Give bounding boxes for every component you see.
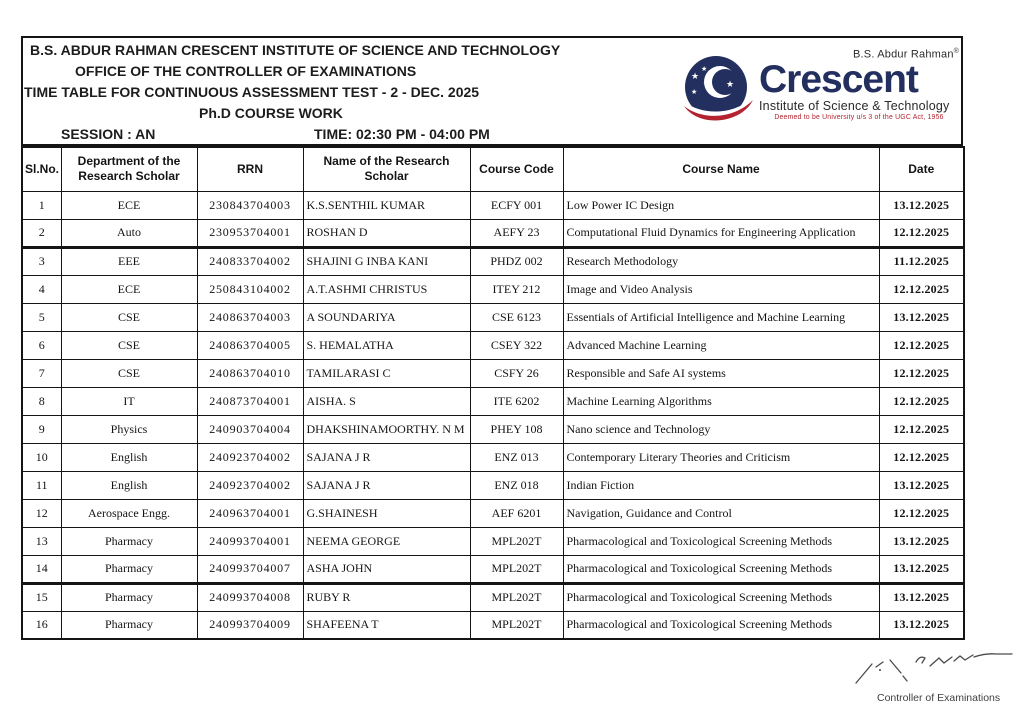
table-row bbox=[22, 443, 964, 471]
cell-dept: ECE bbox=[61, 191, 197, 219]
office-title: OFFICE OF THE CONTROLLER OF EXAMINATIONS bbox=[75, 63, 417, 79]
cell-name: K.S.SENTHIL KUMAR bbox=[303, 191, 470, 219]
timetable-body bbox=[22, 191, 964, 639]
cell-date: 12.12.2025 bbox=[879, 359, 964, 387]
cell-rrn: 240993704009 bbox=[197, 611, 303, 639]
svg-text:★: ★ bbox=[703, 80, 710, 88]
table-row bbox=[22, 555, 964, 583]
cell-dept: Pharmacy bbox=[61, 583, 197, 611]
cell-dept: Auto bbox=[61, 219, 197, 247]
cell-no: 5 bbox=[22, 303, 61, 331]
cell-date: 13.12.2025 bbox=[879, 583, 964, 611]
cell-rrn: 240923704002 bbox=[197, 471, 303, 499]
cell-dept: Pharmacy bbox=[61, 527, 197, 555]
cell-dept: Pharmacy bbox=[61, 611, 197, 639]
registered-mark: ® bbox=[953, 48, 959, 55]
cell-course: Advanced Machine Learning bbox=[563, 331, 879, 359]
table-row bbox=[22, 275, 964, 303]
cell-code: ENZ 013 bbox=[470, 443, 563, 471]
cell-rrn: 240923704002 bbox=[197, 443, 303, 471]
svg-text:★: ★ bbox=[701, 65, 708, 73]
cell-rrn: 240963704001 bbox=[197, 499, 303, 527]
cell-name: TAMILARASI C bbox=[303, 359, 470, 387]
table-row bbox=[22, 611, 964, 639]
logo-tagline: Institute of Science & Technology bbox=[759, 98, 950, 113]
cell-code: ENZ 018 bbox=[470, 471, 563, 499]
cell-code: MPL202T bbox=[470, 555, 563, 583]
cell-course: Research Methodology bbox=[563, 247, 879, 275]
cell-no: 1 bbox=[22, 191, 61, 219]
signature-scribble-icon bbox=[848, 650, 1018, 690]
cell-no: 11 bbox=[22, 471, 61, 499]
col-header-slno: Sl.No. bbox=[22, 147, 61, 191]
document-header bbox=[21, 36, 963, 146]
cell-name: AISHA. S bbox=[303, 387, 470, 415]
cell-code: CSEY 322 bbox=[470, 331, 563, 359]
table-row bbox=[22, 247, 964, 275]
table-row bbox=[22, 499, 964, 527]
cell-rrn: 240993704007 bbox=[197, 555, 303, 583]
cell-dept: EEE bbox=[61, 247, 197, 275]
table-row bbox=[22, 471, 964, 499]
cell-rrn: 240863704003 bbox=[197, 303, 303, 331]
cell-name: G.SHAINESH bbox=[303, 499, 470, 527]
cell-course: Responsible and Safe AI systems bbox=[563, 359, 879, 387]
cell-date: 12.12.2025 bbox=[879, 415, 964, 443]
cell-course: Machine Learning Algorithms bbox=[563, 387, 879, 415]
col-header-course: Course Name bbox=[563, 147, 879, 191]
table-row bbox=[22, 415, 964, 443]
cell-name: NEEMA GEORGE bbox=[303, 527, 470, 555]
cell-course: Contemporary Literary Theories and Criticism bbox=[563, 443, 879, 471]
cell-date: 13.12.2025 bbox=[879, 303, 964, 331]
col-header-dept: Department of the Research Scholar bbox=[61, 147, 197, 191]
cell-course: Essentials of Artificial Intelligence and Machine Learning bbox=[563, 303, 879, 331]
cell-no: 4 bbox=[22, 275, 61, 303]
cell-course: Indian Fiction bbox=[563, 471, 879, 499]
cell-dept: English bbox=[61, 443, 197, 471]
header-row bbox=[22, 147, 964, 191]
svg-text:★: ★ bbox=[726, 80, 735, 90]
cell-date: 12.12.2025 bbox=[879, 443, 964, 471]
time-label: TIME: 02:30 PM - 04:00 PM bbox=[314, 126, 490, 142]
cell-rrn: 240863704010 bbox=[197, 359, 303, 387]
cell-date: 12.12.2025 bbox=[879, 219, 964, 247]
cell-rrn: 240873704001 bbox=[197, 387, 303, 415]
institute-title: B.S. ABDUR RAHMAN CRESCENT INSTITUTE OF SCIENCE AND TECHNOLOGY bbox=[30, 42, 561, 58]
table-row bbox=[22, 527, 964, 555]
cell-no: 6 bbox=[22, 331, 61, 359]
timetable-title: TIME TABLE FOR CONTINUOUS ASSESSMENT TEST - 2 - DEC. 2025 bbox=[24, 84, 480, 100]
table-row bbox=[22, 359, 964, 387]
signature-block bbox=[848, 650, 1018, 710]
cell-rrn: 240993704001 bbox=[197, 527, 303, 555]
crescent-emblem-icon bbox=[679, 54, 759, 132]
col-header-date: Date bbox=[879, 147, 964, 191]
cell-course: Nano science and Technology bbox=[563, 415, 879, 443]
cell-code: CSE 6123 bbox=[470, 303, 563, 331]
cell-no: 14 bbox=[22, 555, 61, 583]
cell-dept: CSE bbox=[61, 303, 197, 331]
table-row bbox=[22, 303, 964, 331]
cell-date: 12.12.2025 bbox=[879, 499, 964, 527]
cell-course: Pharmacological and Toxicological Screening Methods bbox=[563, 555, 879, 583]
cell-code: AEFY 23 bbox=[470, 219, 563, 247]
cell-course: Image and Video Analysis bbox=[563, 275, 879, 303]
cell-date: 12.12.2025 bbox=[879, 275, 964, 303]
cell-date: 12.12.2025 bbox=[879, 387, 964, 415]
cell-dept: Physics bbox=[61, 415, 197, 443]
cell-course: Pharmacological and Toxicological Screening Methods bbox=[563, 527, 879, 555]
cell-rrn: 230953704001 bbox=[197, 219, 303, 247]
cell-name: ASHA JOHN bbox=[303, 555, 470, 583]
cell-name: SHAJINI G INBA KANI bbox=[303, 247, 470, 275]
cell-name: RUBY R bbox=[303, 583, 470, 611]
table-row bbox=[22, 331, 964, 359]
col-header-rrn: RRN bbox=[197, 147, 303, 191]
cell-name: A SOUNDARIYA bbox=[303, 303, 470, 331]
cell-dept: Aerospace Engg. bbox=[61, 499, 197, 527]
cell-no: 12 bbox=[22, 499, 61, 527]
cell-code: MPL202T bbox=[470, 611, 563, 639]
svg-text:★: ★ bbox=[691, 72, 700, 82]
cell-rrn: 250843104002 bbox=[197, 275, 303, 303]
cell-name: A.T.ASHMI CHRISTUS bbox=[303, 275, 470, 303]
cell-code: ECFY 001 bbox=[470, 191, 563, 219]
cell-code: PHEY 108 bbox=[470, 415, 563, 443]
cell-no: 3 bbox=[22, 247, 61, 275]
table-row bbox=[22, 583, 964, 611]
cell-rrn: 230843704003 bbox=[197, 191, 303, 219]
cell-no: 9 bbox=[22, 415, 61, 443]
cell-dept: CSE bbox=[61, 331, 197, 359]
cell-no: 16 bbox=[22, 611, 61, 639]
cell-no: 13 bbox=[22, 527, 61, 555]
cell-course: Low Power IC Design bbox=[563, 191, 879, 219]
cell-dept: Pharmacy bbox=[61, 555, 197, 583]
cell-date: 13.12.2025 bbox=[879, 527, 964, 555]
cell-code: ITEY 212 bbox=[470, 275, 563, 303]
cell-rrn: 240903704004 bbox=[197, 415, 303, 443]
cell-dept: IT bbox=[61, 387, 197, 415]
timetable-head bbox=[22, 147, 964, 191]
cell-date: 13.12.2025 bbox=[879, 611, 964, 639]
col-header-code: Course Code bbox=[470, 147, 563, 191]
cell-date: 12.12.2025 bbox=[879, 331, 964, 359]
cell-no: 15 bbox=[22, 583, 61, 611]
cell-no: 7 bbox=[22, 359, 61, 387]
cell-rrn: 240993704008 bbox=[197, 583, 303, 611]
cell-course: Computational Fluid Dynamics for Engineering Application bbox=[563, 219, 879, 247]
logo-text-block bbox=[759, 48, 959, 121]
table-row bbox=[22, 191, 964, 219]
cell-code: MPL202T bbox=[470, 583, 563, 611]
cell-course: Pharmacological and Toxicological Screening Methods bbox=[563, 611, 879, 639]
cell-date: 13.12.2025 bbox=[879, 191, 964, 219]
cell-dept: CSE bbox=[61, 359, 197, 387]
cell-name: DHAKSHINAMOORTHY. N M bbox=[303, 415, 470, 443]
cell-code: CSFY 26 bbox=[470, 359, 563, 387]
cell-dept: English bbox=[61, 471, 197, 499]
programme-title: Ph.D COURSE WORK bbox=[199, 105, 343, 121]
table-row bbox=[22, 387, 964, 415]
cell-code: AEF 6201 bbox=[470, 499, 563, 527]
cell-name: S. HEMALATHA bbox=[303, 331, 470, 359]
cell-rrn: 240863704005 bbox=[197, 331, 303, 359]
founder-name-text: B.S. Abdur Rahman bbox=[853, 48, 954, 61]
cell-course: Pharmacological and Toxicological Screening Methods bbox=[563, 583, 879, 611]
session-label: SESSION : AN bbox=[61, 126, 156, 142]
cell-no: 2 bbox=[22, 219, 61, 247]
cell-no: 10 bbox=[22, 443, 61, 471]
timetable bbox=[21, 146, 965, 640]
cell-code: MPL202T bbox=[470, 527, 563, 555]
cell-no: 8 bbox=[22, 387, 61, 415]
svg-text:★: ★ bbox=[691, 88, 698, 96]
logo-subtagline: Deemed to be University u/s 3 of the UGC Act, 1956 bbox=[774, 113, 944, 121]
cell-rrn: 240833704002 bbox=[197, 247, 303, 275]
table-row bbox=[22, 219, 964, 247]
logo-brand-name: Crescent bbox=[759, 57, 918, 101]
cell-name: ROSHAN D bbox=[303, 219, 470, 247]
cell-date: 13.12.2025 bbox=[879, 471, 964, 499]
cell-date: 11.12.2025 bbox=[879, 247, 964, 275]
cell-dept: ECE bbox=[61, 275, 197, 303]
signatory-title: Controller of Examinations bbox=[877, 692, 1001, 704]
cell-code: PHDZ 002 bbox=[470, 247, 563, 275]
cell-date: 13.12.2025 bbox=[879, 555, 964, 583]
crescent-logo bbox=[679, 48, 963, 140]
cell-code: ITE 6202 bbox=[470, 387, 563, 415]
col-header-name: Name of the Research Scholar bbox=[303, 147, 470, 191]
cell-name: SHAFEENA T bbox=[303, 611, 470, 639]
cell-course: Navigation, Guidance and Control bbox=[563, 499, 879, 527]
cell-name: SAJANA J R bbox=[303, 471, 470, 499]
cell-name: SAJANA J R bbox=[303, 443, 470, 471]
